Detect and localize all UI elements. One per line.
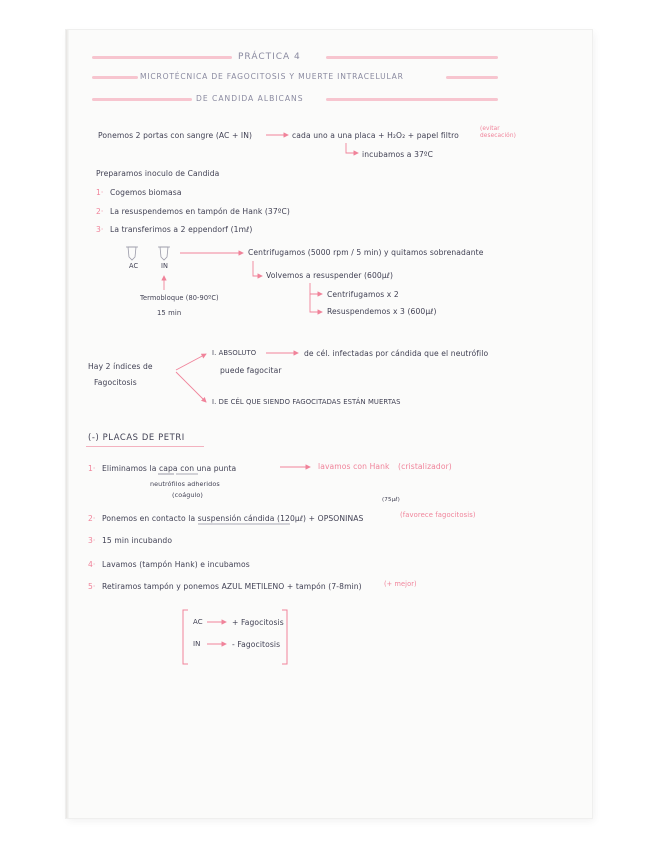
notebook-page — [66, 30, 592, 818]
title-decoration-line — [326, 56, 498, 59]
step-number: 1· — [96, 188, 104, 197]
neutrophil-note: neutrófilos adheridos — [150, 480, 220, 488]
result-ac-value: + Fagocitosis — [232, 618, 284, 627]
termobloque-time: 15 min — [157, 309, 182, 317]
result-in: IN — [193, 640, 201, 648]
title-decoration-line — [326, 98, 498, 101]
intro-line: Ponemos 2 portas con sangre (AC + IN) — [98, 131, 253, 140]
centrifuge-step: Centrifugamos (5000 rpm / 5 min) y quitamos sobrenadante — [248, 248, 484, 257]
intro-line-cont: cada uno a una placa + H₂O₂ + papel filtro — [292, 131, 459, 140]
termobloque-label: Termobloque (80-90ºC) — [140, 294, 219, 302]
placas-step: Lavamos (tampón Hank) e incubamos — [102, 560, 250, 569]
title-decoration-line — [92, 56, 232, 59]
result-ac: AC — [193, 618, 203, 626]
resuspend-x3: Resuspendemos x 3 (600µℓ) — [327, 307, 437, 316]
title-decoration-line — [92, 98, 192, 101]
index-dead: I. DE CÉL QUE SIENDO FAGOCITADAS ESTÁN MUERTAS — [212, 398, 401, 406]
placas-underline — [86, 446, 204, 447]
index-absolute: I. ABSOLUTO — [212, 349, 257, 357]
page-subtitle: MICROTÉCNICA DE FAGOCITOSIS Y MUERTE INTRACELULAR — [140, 72, 404, 81]
intro-note: (evitar desecación) — [480, 126, 516, 139]
result-in-value: - Fagocitosis — [232, 640, 281, 649]
page-subtitle-2: DE CANDIDA ALBICANS — [196, 94, 304, 103]
index-absolute-desc: de cél. infectadas por cándida que el neutrófilo — [304, 349, 489, 358]
placas-step-note: (+ mejor) — [384, 580, 417, 588]
inoculo-step: Cogemos biomasa — [110, 188, 182, 197]
intro-incubation: incubamos a 37ºC — [362, 150, 434, 159]
inoculo-step: La transferimos a 2 eppendorf (1mℓ) — [110, 225, 253, 234]
step-number: 4· — [88, 560, 96, 569]
coagulo-note: (coágulo) — [172, 491, 204, 499]
title-decoration-line — [446, 76, 498, 79]
indices-label: Hay 2 índices de — [88, 362, 153, 371]
placas-step: Ponemos en contacto la suspensión cándida (120µℓ) + OPSONINAS — [102, 514, 364, 523]
tube-label-ac: AC — [129, 262, 139, 270]
indices-label-2: Fagocitosis — [94, 378, 137, 387]
step-number: 5· — [88, 582, 96, 591]
step-number: 2· — [96, 207, 104, 216]
placas-step: 15 min incubando — [102, 536, 173, 545]
placas-heading: (-) PLACAS DE PETRI — [88, 432, 185, 442]
placas-step: Retiramos tampón y ponemos AZUL METILENO + tampón (7-8min) — [102, 582, 362, 591]
placas-step: Eliminamos la capa con una punta — [102, 464, 237, 473]
inoculo-heading: Preparamos inoculo de Candida — [96, 169, 220, 178]
resuspend-step: Volvemos a resuspender (600µℓ) — [266, 271, 394, 280]
step-number: 3· — [96, 225, 104, 234]
step-number: 1· — [88, 464, 96, 473]
placas-step-wash: lavamos con Hank — [318, 462, 390, 471]
tube-label-in: IN — [161, 262, 169, 270]
placas-step-note: (cristalizador) — [398, 462, 452, 471]
page-edge — [66, 30, 69, 818]
title-decoration-line — [92, 76, 138, 79]
step-number: 3· — [88, 536, 96, 545]
page-title: PRÁCTICA 4 — [238, 52, 301, 62]
centrifuge-x2: Centrifugamos x 2 — [327, 290, 399, 299]
inoculo-step: La resuspendemos en tampón de Hank (37ºC) — [110, 207, 290, 216]
step-number: 2· — [88, 514, 96, 523]
index-absolute-desc-2: puede fagocitar — [220, 366, 282, 375]
volume-note: (75µℓ) — [382, 497, 400, 503]
placas-step-note: (favorece fagocitosis) — [400, 511, 476, 519]
